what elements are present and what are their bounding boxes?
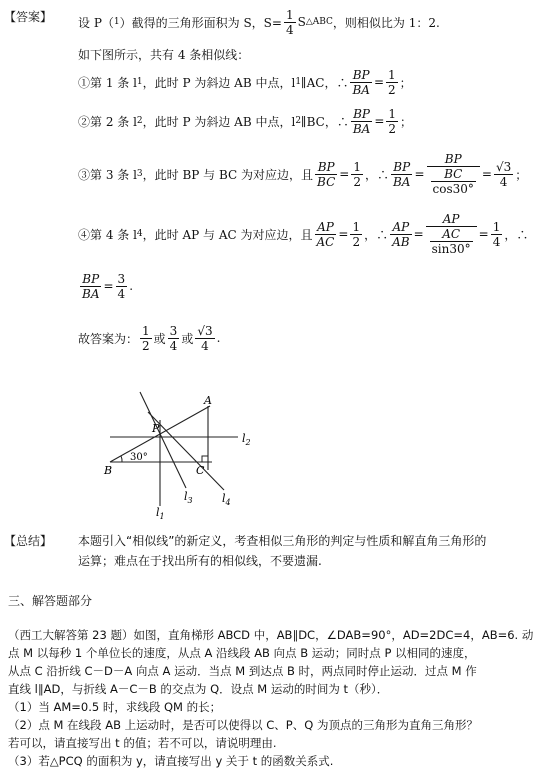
case-2: ②第 2 条 l 2 ，此时 P 为斜边 AB 中点，l 2 ∥BC，∴ $\frac{BP}{BA}$ = $\frac{1}{2}$ ； [78, 106, 413, 136]
lines-intro: 如下图所示，共有 4 条相似线： [78, 48, 250, 62]
problem-line-3: 从点 C 沿折线 C－D－A 向点 A 运动．当点 M 到达点 B 时，两点同时停止运动．过点 M 作 [8, 664, 477, 678]
case-4: ④第 4 条 l 4 ，此时 AP 与 AC 为对应边，且 $\frac{AP}{AC}$ = $\frac{1}{2}$ ，∴ $\frac{AP}{AB}$ = $\frac{AP}{\frac{AC}{\sin 30^\circ}}$ = $\frac{1}{4}$ ，∴ [78, 212, 529, 256]
geometry-figure [100, 390, 260, 520]
label-a: A [204, 394, 212, 407]
label-l4: $l_4$ [222, 492, 231, 507]
problem-line-2: 点 M 以每秒 1 个单位长的速度，从点 A 沿线段 AB 向点 B 运动；同时点 P 以相同的速度， [8, 646, 476, 660]
label-b: B [104, 464, 113, 477]
final-answer: 故答案为： $\frac{1}{2}$ 或 $\frac{3}{4}$ 或 $\frac{√3}{4}$ . [78, 323, 221, 353]
problem-line-1: （西工大解答第 23 题）如图，直角梯形 ABCD 中，AB∥DC，∠DAB=90°，AD=2DC=4，AB=6. 动 [8, 628, 534, 642]
answer-tag: 【答案】 [4, 10, 53, 24]
case-3: ③第 3 条 l 3 ，此时 BP 与 BC 为对应边，且 $\frac{BP}{BC}$ = $\frac{1}{2}$ ，∴ $\frac{BP}{BA}$ = $\frac{BP}{\frac{BC}{\cos 30^\circ}}$ = $\frac{√3}{4}$ ； [78, 152, 528, 196]
label-c: C [196, 464, 205, 477]
line-l3 [140, 392, 186, 488]
question-2-cont: 若可以，请直接写出 t 的值；若不可以，请说明理由. [8, 736, 277, 750]
intro-line: 设 P（ 1 ）截得的三角形面积为 S，S= $\frac{1}{4}$ S △ABC ，则相似比为 1：2. [78, 7, 440, 37]
question-3: （3）若△PCQ 的面积为 y，请直接写出 y 关于 t 的函数关系式. [8, 754, 334, 768]
right-angle-mark [202, 456, 208, 462]
summary-tag: 【总结】 [4, 534, 53, 548]
label-l1: $l_1$ [156, 506, 165, 520]
summary-line-1: 本题引入“相似线”的新定义，考查相似三角形的判定与性质和解直角三角形的 [78, 534, 487, 548]
summary-line-2: 运算；难点在于找出所有的相似线，不要遗漏. [78, 554, 322, 568]
case-4-result: $\frac{BP}{BA}$ = $\frac{3}{4}$ . [82, 271, 134, 301]
label-l3: $l_3$ [184, 490, 193, 505]
label-l2: $l_2$ [242, 432, 251, 447]
intro-fraction: $\frac{1}{4}$ [285, 7, 294, 37]
problem-line-4: 直线 l∥AD，与折线 A－C－B 的交点为 Q．设点 M 运动的时间为 t（秒）． [8, 682, 389, 696]
case-1: ①第 1 条 l 1 ，此时 P 为斜边 AB 中点，l 1 ∥AC，∴ $\frac{BP}{BA}$ = $\frac{1}{2}$ ； [78, 67, 412, 97]
problem-text [8, 626, 533, 770]
label-angle: 30° [130, 452, 148, 463]
question-1: （1）当 AM=0.5 时，求线段 QM 的长； [8, 700, 222, 714]
section-title: 三、解答题部分 [8, 594, 93, 608]
angle-arc [121, 456, 122, 462]
label-p: P [152, 422, 160, 435]
question-2: （2）点 M 在线段 AB 上运动时，是否可以使得以 C、P、Q 为顶点的三角形为直角三角形？ [8, 718, 478, 732]
